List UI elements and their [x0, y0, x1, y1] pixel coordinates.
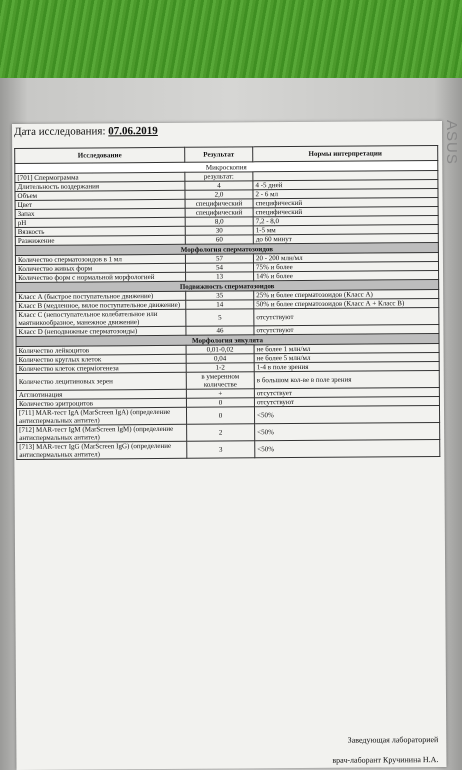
row-name: Класс А (быстрое поступательное движение) [16, 291, 186, 301]
row-name: Агглютинация [16, 389, 186, 399]
row-norm: 14% и более [254, 271, 439, 281]
row-name: pH [15, 217, 185, 227]
row-name: Количество форм с нормальной морфологией [16, 272, 186, 282]
row-norm: <50% [254, 406, 439, 424]
row-norm: 75% и более [253, 262, 438, 272]
row-norm: 25% и более сперматозоидов (Класс А) [254, 290, 439, 300]
row-norm: <50% [255, 423, 440, 441]
col-study: Исследование [15, 147, 185, 163]
row-name: [711] MAR-тест IgA (MarScreen IgA) (определение антиспермальных антител) [16, 407, 186, 425]
row-name: Количество эритроцитов [16, 398, 186, 408]
row-result: + [186, 389, 254, 398]
row-name: Количество круглых клеток [16, 354, 186, 364]
row-result: 2,0 [185, 190, 253, 199]
row-result: 0 [186, 398, 254, 407]
row-name: Запах [15, 208, 185, 218]
row-result: 0,01-0,02 [186, 345, 254, 354]
row-name: Вязкость [15, 226, 185, 236]
row-norm: 2 - 6 мл [253, 189, 438, 199]
row-result: 13 [186, 272, 254, 281]
row-result: 8,0 [185, 217, 253, 226]
row-name: Класс D (неподвижные сперматозоиды) [16, 326, 186, 336]
row-result: 14 [186, 300, 254, 309]
row-norm: в большом кол-ве в поле зрения [254, 371, 439, 389]
section-microscopy: Микроскопия [15, 161, 438, 174]
results-table [14, 145, 440, 460]
row-norm: 50% и более сперматозоидов (Класс А + Класс В) [254, 299, 439, 309]
row-norm: 4 -5 дней [253, 180, 438, 190]
row-result: специфический [185, 208, 253, 217]
row-name: Класс С (непоступательное колебательное или маятникообразное, манежное движение) [16, 309, 186, 327]
table-row [17, 440, 440, 460]
row-norm: до 60 минут [253, 234, 438, 244]
section-ejaculate-morphology: Морфология эякулята [16, 334, 439, 347]
lab-report-sheet [12, 121, 446, 770]
row-result: 4 [185, 181, 253, 190]
row-name: Количество живых форм [15, 263, 185, 273]
date-label: Дата исследования: [14, 125, 106, 138]
row-norm: 7,2 - 8,0 [253, 216, 438, 226]
row-norm: отсутствует [254, 388, 439, 398]
row-result: в умеренном количестве [186, 372, 254, 389]
row-name: Длительность воздержания [15, 181, 185, 191]
row-name: Количество лецитиновых зерен [16, 372, 186, 390]
row-result: 46 [186, 326, 254, 335]
section-motility: Подвижность сперматозоидов [16, 280, 439, 293]
row-name: Количество клеток сперміогенеза [16, 363, 186, 373]
row-result: 0 [186, 407, 254, 424]
report-date [14, 125, 158, 138]
col-result: Результат [185, 147, 253, 162]
row-name: Класс В (медленное, вялое поступательное движение) [16, 300, 186, 310]
row-name: Количество сперматозоидов в 1 мл [15, 254, 185, 264]
row-result: 2 [187, 424, 255, 441]
signature-name: врач-лаборант Кручинина Н.А. [332, 755, 439, 765]
spermogram-row: [701] Спермограмма результат: [15, 171, 438, 183]
row-result: 0,04 [186, 354, 254, 363]
row-result: 54 [185, 263, 253, 272]
row-name: Объем [15, 190, 185, 200]
row-norm: 1-5 мм [253, 225, 438, 235]
col-norm: Нормы интерпретации [253, 146, 438, 162]
row-result: специфический [185, 199, 253, 208]
brand-logo: ASUS [443, 120, 460, 165]
row-result: 5 [186, 309, 254, 326]
signature-title: Заведующая лабораторией [347, 735, 439, 745]
row-result: 35 [186, 291, 254, 300]
row-norm: 1-4 в поле зрения [254, 362, 439, 372]
row-norm: не более 5 млн/мл [254, 353, 439, 363]
date-value: 07.06.2019 [108, 124, 158, 138]
row-norm: 20 - 200 млн/мл [253, 253, 438, 263]
row-result: 60 [185, 235, 253, 244]
row-norm: отсутствуют [254, 397, 439, 407]
row-norm: специфический [253, 198, 438, 208]
row-result: 1-2 [186, 363, 254, 372]
row-name: Количество лейкоцитов [16, 345, 186, 355]
row-result: 57 [185, 254, 253, 263]
row-name: [712] MAR-тест IgM (MarScreen IgM) (определение антиспермальных антител) [17, 424, 187, 442]
row-norm: отсутствуют [254, 308, 439, 326]
row-result: 3 [187, 441, 255, 458]
row-result: 30 [185, 226, 253, 235]
row-norm: не более 1 млн/мл [254, 344, 439, 354]
background-grass [0, 0, 462, 80]
row-norm: отсутствуют [254, 325, 439, 335]
row-name: Разжижение [15, 235, 185, 245]
section-sperm-morphology: Морфология сперматозоидов [15, 243, 438, 256]
row-norm: специфический [253, 207, 438, 217]
row-name: Цвет [15, 199, 185, 209]
row-norm: <50% [255, 440, 440, 458]
row-name: [713] MAR-тест IgG (MarScreen IgG) (определение антиспермальных антител) [17, 441, 187, 459]
